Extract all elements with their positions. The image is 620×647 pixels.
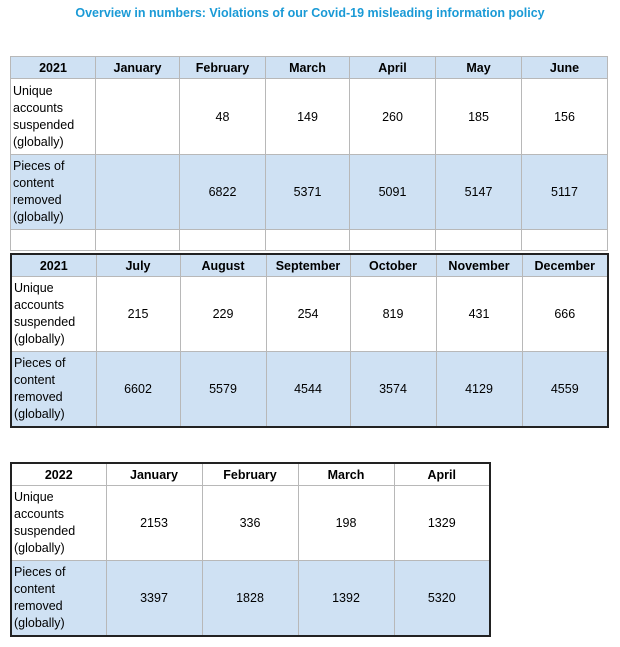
value-cell: 5371	[266, 155, 350, 230]
value-cell: 4559	[522, 352, 608, 427]
value-cell: 254	[266, 277, 350, 352]
value-cell: 4544	[266, 352, 350, 427]
month-header: August	[180, 254, 266, 277]
value-cell: 260	[350, 79, 436, 155]
value-cell: 198	[298, 486, 394, 561]
month-header: May	[436, 57, 522, 79]
value-cell: 5147	[436, 155, 522, 230]
value-cell: 185	[436, 79, 522, 155]
month-header: November	[436, 254, 522, 277]
value-cell: 5579	[180, 352, 266, 427]
month-header: February	[202, 463, 298, 486]
row-label-content: Pieces of content removed (globally)	[11, 155, 96, 230]
month-header: March	[266, 57, 350, 79]
row-label-content: Pieces of content removed (globally)	[11, 561, 106, 636]
value-cell	[96, 155, 180, 230]
value-cell: 3574	[350, 352, 436, 427]
value-cell: 149	[266, 79, 350, 155]
table-row	[11, 352, 608, 427]
value-cell: 215	[96, 277, 180, 352]
table-row	[11, 79, 608, 155]
value-cell: 5117	[522, 155, 608, 230]
value-cell: 336	[202, 486, 298, 561]
table-header-row	[11, 254, 608, 277]
month-header: January	[106, 463, 202, 486]
spacer-row	[11, 230, 608, 251]
month-header: February	[180, 57, 266, 79]
month-header: June	[522, 57, 608, 79]
value-cell: 5091	[350, 155, 436, 230]
table-header-row	[11, 57, 608, 79]
table-2022	[10, 462, 491, 637]
table-row	[11, 486, 490, 561]
table-2021-h2	[10, 253, 609, 428]
month-header: December	[522, 254, 608, 277]
table-header-row	[11, 463, 490, 486]
page-title: Overview in numbers: Violations of our Covid-19 misleading information policy	[75, 6, 545, 20]
value-cell: 48	[180, 79, 266, 155]
value-cell: 4129	[436, 352, 522, 427]
value-cell: 6602	[96, 352, 180, 427]
table-row	[11, 277, 608, 352]
row-label-content: Pieces of content removed (globally)	[11, 352, 96, 427]
row-label-accounts: Unique accounts suspended (globally)	[11, 79, 96, 155]
value-cell: 5320	[394, 561, 490, 636]
table-2021-h1	[10, 56, 608, 251]
value-cell	[96, 79, 180, 155]
value-cell: 666	[522, 277, 608, 352]
row-label-accounts: Unique accounts suspended (globally)	[11, 486, 106, 561]
year-cell: 2022	[11, 463, 106, 486]
month-header: March	[298, 463, 394, 486]
table-row	[11, 561, 490, 636]
value-cell: 1329	[394, 486, 490, 561]
month-header: April	[350, 57, 436, 79]
year-cell: 2021	[11, 254, 96, 277]
month-header: July	[96, 254, 180, 277]
month-header: September	[266, 254, 350, 277]
value-cell: 6822	[180, 155, 266, 230]
month-header: January	[96, 57, 180, 79]
row-label-accounts: Unique accounts suspended (globally)	[11, 277, 96, 352]
value-cell: 156	[522, 79, 608, 155]
value-cell: 2153	[106, 486, 202, 561]
value-cell: 3397	[106, 561, 202, 636]
value-cell: 1392	[298, 561, 394, 636]
value-cell: 1828	[202, 561, 298, 636]
value-cell: 819	[350, 277, 436, 352]
year-cell: 2021	[11, 57, 96, 79]
table-row	[11, 155, 608, 230]
value-cell: 229	[180, 277, 266, 352]
month-header: April	[394, 463, 490, 486]
month-header: October	[350, 254, 436, 277]
value-cell: 431	[436, 277, 522, 352]
